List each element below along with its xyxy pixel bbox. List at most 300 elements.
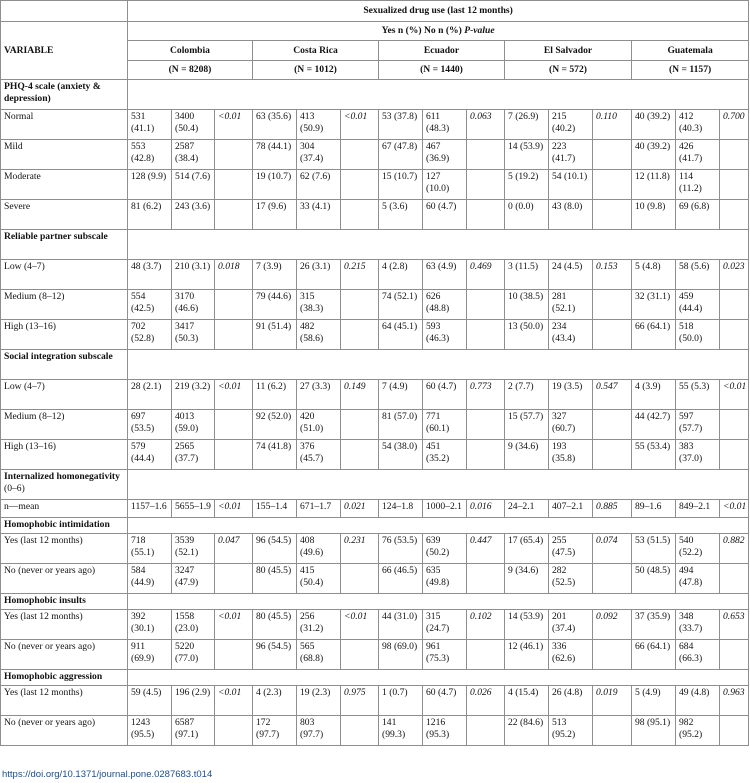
value-cell: 415 (50.4) bbox=[297, 564, 341, 594]
row-label: Mild bbox=[1, 140, 128, 170]
value-cell: 336 (62.6) bbox=[549, 640, 593, 670]
p-value-cell bbox=[215, 640, 253, 670]
value-cell: 5 (4.9) bbox=[632, 686, 676, 716]
value-cell: 5655–1.9 bbox=[172, 500, 215, 518]
row-label: Low (4–7) bbox=[1, 380, 128, 410]
table-row bbox=[1, 110, 749, 140]
section-filler bbox=[128, 670, 749, 686]
value-cell: 32 (31.1) bbox=[632, 290, 676, 320]
p-value-cell bbox=[467, 140, 505, 170]
header-country-n: (N = 8208) bbox=[128, 61, 253, 80]
value-cell: 256 (31.2) bbox=[297, 610, 341, 640]
value-cell: 234 (43.4) bbox=[549, 320, 593, 350]
value-cell: 4 (15.4) bbox=[505, 686, 549, 716]
section-filler bbox=[128, 470, 749, 500]
p-value-cell: 0.092 bbox=[593, 610, 632, 640]
row-label: Yes (last 12 months) bbox=[1, 686, 128, 716]
section-title bbox=[1, 594, 128, 610]
p-value-cell: 0.063 bbox=[467, 110, 505, 140]
value-cell: 639 (50.2) bbox=[423, 534, 467, 564]
p-value-cell bbox=[341, 140, 379, 170]
section-title-text: Homophobic insults bbox=[4, 595, 86, 606]
p-value-cell: 0.700 bbox=[720, 110, 749, 140]
p-value-cell bbox=[720, 640, 749, 670]
value-cell: 684 (66.3) bbox=[676, 640, 720, 670]
row-label: Yes (last 12 months) bbox=[1, 534, 128, 564]
p-value-cell: 0.447 bbox=[467, 534, 505, 564]
row-label: Medium (8–12) bbox=[1, 290, 128, 320]
section-title bbox=[1, 350, 128, 380]
section-row bbox=[1, 518, 749, 534]
p-value-cell bbox=[593, 140, 632, 170]
value-cell: 327 (60.7) bbox=[549, 410, 593, 440]
value-cell: 91 (51.4) bbox=[253, 320, 297, 350]
p-value-cell bbox=[720, 410, 749, 440]
header-country: Ecuador bbox=[379, 41, 505, 61]
value-cell: 127 (10.0) bbox=[423, 170, 467, 200]
value-cell: 12 (46.1) bbox=[505, 640, 549, 670]
value-cell: 3170 (46.6) bbox=[172, 290, 215, 320]
p-value-cell bbox=[341, 320, 379, 350]
value-cell: 19 (3.5) bbox=[549, 380, 593, 410]
p-value-cell bbox=[593, 170, 632, 200]
value-cell: 69 (6.8) bbox=[676, 200, 720, 230]
row-label: Normal bbox=[1, 110, 128, 140]
header-legend bbox=[128, 22, 749, 41]
value-cell: 383 (37.0) bbox=[676, 440, 720, 470]
value-cell: 671–1.7 bbox=[297, 500, 341, 518]
value-cell: 413 (50.9) bbox=[297, 110, 341, 140]
section-filler bbox=[128, 518, 749, 534]
p-value-cell bbox=[215, 290, 253, 320]
row-label: n—mean bbox=[1, 500, 128, 518]
value-cell: 408 (49.6) bbox=[297, 534, 341, 564]
value-cell: 482 (58.6) bbox=[297, 320, 341, 350]
value-cell: 13 (50.0) bbox=[505, 320, 549, 350]
value-cell: 392 (30.1) bbox=[128, 610, 172, 640]
value-cell: 50 (48.5) bbox=[632, 564, 676, 594]
value-cell: 74 (52.1) bbox=[379, 290, 423, 320]
value-cell: 201 (37.4) bbox=[549, 610, 593, 640]
value-cell: 584 (44.9) bbox=[128, 564, 172, 594]
value-cell: 66 (64.1) bbox=[632, 640, 676, 670]
table-row bbox=[1, 716, 749, 746]
value-cell: 771 (60.1) bbox=[423, 410, 467, 440]
p-value-cell bbox=[215, 564, 253, 594]
header-row-legend bbox=[1, 22, 749, 41]
section-title bbox=[1, 518, 128, 534]
header-country: El Salvador bbox=[505, 41, 632, 61]
value-cell: 63 (35.6) bbox=[253, 110, 297, 140]
p-value-cell: <0.01 bbox=[215, 610, 253, 640]
value-cell: 44 (31.0) bbox=[379, 610, 423, 640]
value-cell: 9 (34.6) bbox=[505, 440, 549, 470]
section-row bbox=[1, 230, 749, 260]
value-cell: 697 (53.5) bbox=[128, 410, 172, 440]
p-value-cell: 0.653 bbox=[720, 610, 749, 640]
value-cell: 37 (35.9) bbox=[632, 610, 676, 640]
value-cell: 4 (2.3) bbox=[253, 686, 297, 716]
table-row bbox=[1, 200, 749, 230]
p-value-cell: 0.231 bbox=[341, 534, 379, 564]
value-cell: 518 (50.0) bbox=[676, 320, 720, 350]
value-cell: 611 (48.3) bbox=[423, 110, 467, 140]
p-value-cell: <0.01 bbox=[215, 380, 253, 410]
value-cell: 4 (2.8) bbox=[379, 260, 423, 290]
row-label: Medium (8–12) bbox=[1, 410, 128, 440]
p-value-cell bbox=[593, 200, 632, 230]
p-value-cell: 0.149 bbox=[341, 380, 379, 410]
value-cell: 803 (97.7) bbox=[297, 716, 341, 746]
p-value-cell bbox=[341, 440, 379, 470]
p-value-cell: 0.023 bbox=[720, 260, 749, 290]
value-cell: 315 (24.7) bbox=[423, 610, 467, 640]
p-value-cell bbox=[720, 170, 749, 200]
value-cell: 0 (0.0) bbox=[505, 200, 549, 230]
header-legend-plain: Yes n (%) No n (%) bbox=[381, 25, 465, 37]
value-cell: 554 (42.5) bbox=[128, 290, 172, 320]
p-value-cell: 0.021 bbox=[341, 500, 379, 518]
header-blank-cell bbox=[1, 1, 128, 22]
value-cell: 98 (69.0) bbox=[379, 640, 423, 670]
value-cell: 243 (3.6) bbox=[172, 200, 215, 230]
p-value-cell bbox=[720, 716, 749, 746]
value-cell: 7 (3.9) bbox=[253, 260, 297, 290]
value-cell: 74 (41.8) bbox=[253, 440, 297, 470]
p-value-cell bbox=[593, 564, 632, 594]
row-label: Severe bbox=[1, 200, 128, 230]
doi-link[interactable]: https://doi.org/10.1371/journal.pone.0287683.t014 bbox=[2, 769, 213, 780]
p-value-cell bbox=[215, 320, 253, 350]
value-cell: 2 (7.7) bbox=[505, 380, 549, 410]
value-cell: 17 (65.4) bbox=[505, 534, 549, 564]
value-cell: 55 (53.4) bbox=[632, 440, 676, 470]
section-row bbox=[1, 80, 749, 110]
table-row bbox=[1, 410, 749, 440]
value-cell: 14 (53.9) bbox=[505, 140, 549, 170]
section-title bbox=[1, 80, 128, 110]
table-row bbox=[1, 170, 749, 200]
value-cell: 11 (6.2) bbox=[253, 380, 297, 410]
section-title-text: Internalized homonegativity bbox=[4, 471, 120, 482]
value-cell: 64 (45.1) bbox=[379, 320, 423, 350]
value-cell: 3400 (50.4) bbox=[172, 110, 215, 140]
value-cell: 451 (35.2) bbox=[423, 440, 467, 470]
p-value-cell bbox=[593, 440, 632, 470]
section-filler bbox=[128, 350, 749, 380]
value-cell: 223 (41.7) bbox=[549, 140, 593, 170]
value-cell: 531 (41.1) bbox=[128, 110, 172, 140]
p-value-cell: <0.01 bbox=[720, 500, 749, 518]
p-value-cell bbox=[215, 170, 253, 200]
section-title-text: PHQ-4 scale (anxiety & depression) bbox=[4, 81, 101, 104]
header-super-title: Sexualized drug use (last 12 months) bbox=[128, 1, 749, 22]
table-row bbox=[1, 564, 749, 594]
value-cell: 19 (2.3) bbox=[297, 686, 341, 716]
p-value-cell bbox=[467, 716, 505, 746]
header-row-super bbox=[1, 1, 749, 22]
p-value-cell bbox=[215, 440, 253, 470]
table-row bbox=[1, 440, 749, 470]
p-value-cell bbox=[215, 200, 253, 230]
value-cell: 426 (41.7) bbox=[676, 140, 720, 170]
value-cell: 1157–1.6 bbox=[128, 500, 172, 518]
row-label: High (13–16) bbox=[1, 440, 128, 470]
p-value-cell: 0.016 bbox=[467, 500, 505, 518]
section-title-text: Reliable partner subscale bbox=[4, 231, 108, 242]
p-value-cell bbox=[341, 640, 379, 670]
p-value-cell bbox=[341, 716, 379, 746]
value-cell: 7 (26.9) bbox=[505, 110, 549, 140]
p-value-cell: 0.547 bbox=[593, 380, 632, 410]
value-cell: 1243 (95.5) bbox=[128, 716, 172, 746]
value-cell: 282 (52.5) bbox=[549, 564, 593, 594]
value-cell: 26 (3.1) bbox=[297, 260, 341, 290]
table-row bbox=[1, 500, 749, 518]
p-value-cell bbox=[467, 170, 505, 200]
p-value-cell: 0.773 bbox=[467, 380, 505, 410]
value-cell: 24–2.1 bbox=[505, 500, 549, 518]
value-cell: 304 (37.4) bbox=[297, 140, 341, 170]
value-cell: 982 (95.2) bbox=[676, 716, 720, 746]
section-row bbox=[1, 670, 749, 686]
row-label: Yes (last 12 months) bbox=[1, 610, 128, 640]
header-country: Colombia bbox=[128, 41, 253, 61]
value-cell: 635 (49.8) bbox=[423, 564, 467, 594]
value-cell: 597 (57.7) bbox=[676, 410, 720, 440]
p-value-cell: <0.01 bbox=[215, 500, 253, 518]
value-cell: 593 (46.3) bbox=[423, 320, 467, 350]
value-cell: 114 (11.2) bbox=[676, 170, 720, 200]
value-cell: 1000–2.1 bbox=[423, 500, 467, 518]
value-cell: 219 (3.2) bbox=[172, 380, 215, 410]
value-cell: 5 (19.2) bbox=[505, 170, 549, 200]
value-cell: 79 (44.6) bbox=[253, 290, 297, 320]
header-country-n: (N = 1157) bbox=[632, 61, 749, 80]
p-value-cell bbox=[467, 410, 505, 440]
value-cell: 40 (39.2) bbox=[632, 110, 676, 140]
p-value-cell bbox=[341, 290, 379, 320]
table-row bbox=[1, 380, 749, 410]
section-row bbox=[1, 350, 749, 380]
value-cell: 540 (52.2) bbox=[676, 534, 720, 564]
p-value-cell bbox=[720, 200, 749, 230]
value-cell: 718 (55.1) bbox=[128, 534, 172, 564]
section-row bbox=[1, 470, 749, 500]
value-cell: 193 (35.8) bbox=[549, 440, 593, 470]
value-cell: 80 (45.5) bbox=[253, 564, 297, 594]
value-cell: 62 (7.6) bbox=[297, 170, 341, 200]
value-cell: 96 (54.5) bbox=[253, 534, 297, 564]
value-cell: 210 (3.1) bbox=[172, 260, 215, 290]
value-cell: 215 (40.2) bbox=[549, 110, 593, 140]
p-value-cell bbox=[593, 716, 632, 746]
value-cell: 849–2.1 bbox=[676, 500, 720, 518]
value-cell: 27 (3.3) bbox=[297, 380, 341, 410]
header-country: Costa Rica bbox=[253, 41, 379, 61]
value-cell: 10 (38.5) bbox=[505, 290, 549, 320]
row-label: No (never or years ago) bbox=[1, 564, 128, 594]
value-cell: 459 (44.4) bbox=[676, 290, 720, 320]
value-cell: 63 (4.9) bbox=[423, 260, 467, 290]
table-row bbox=[1, 686, 749, 716]
value-cell: 55 (5.3) bbox=[676, 380, 720, 410]
p-value-cell: 0.074 bbox=[593, 534, 632, 564]
p-value-cell: 0.026 bbox=[467, 686, 505, 716]
value-cell: 911 (69.9) bbox=[128, 640, 172, 670]
p-value-cell bbox=[215, 410, 253, 440]
value-cell: 467 (36.9) bbox=[423, 140, 467, 170]
table-row bbox=[1, 534, 749, 564]
value-cell: 6587 (97.1) bbox=[172, 716, 215, 746]
p-value-cell bbox=[720, 290, 749, 320]
p-value-cell bbox=[341, 200, 379, 230]
value-cell: 2587 (38.4) bbox=[172, 140, 215, 170]
header-legend-pvalue: P-value bbox=[464, 25, 495, 37]
value-cell: 255 (47.5) bbox=[549, 534, 593, 564]
section-title-suffix: (0–6) bbox=[4, 482, 25, 494]
value-cell: 565 (68.8) bbox=[297, 640, 341, 670]
value-cell: 124–1.8 bbox=[379, 500, 423, 518]
section-title-text: Homophobic aggression bbox=[4, 671, 103, 682]
section-title-text: Social integration subscale bbox=[4, 351, 113, 362]
p-value-cell bbox=[467, 200, 505, 230]
p-value-cell bbox=[215, 140, 253, 170]
p-value-cell bbox=[720, 564, 749, 594]
p-value-cell: 0.963 bbox=[720, 686, 749, 716]
value-cell: 53 (51.5) bbox=[632, 534, 676, 564]
value-cell: 54 (38.0) bbox=[379, 440, 423, 470]
value-cell: 961 (75.3) bbox=[423, 640, 467, 670]
value-cell: 348 (33.7) bbox=[676, 610, 720, 640]
p-value-cell: 0.885 bbox=[593, 500, 632, 518]
value-cell: 19 (10.7) bbox=[253, 170, 297, 200]
p-value-cell bbox=[467, 290, 505, 320]
value-cell: 9 (34.6) bbox=[505, 564, 549, 594]
value-cell: 1216 (95.3) bbox=[423, 716, 467, 746]
table-row bbox=[1, 140, 749, 170]
value-cell: 141 (99.3) bbox=[379, 716, 423, 746]
p-value-cell: 0.975 bbox=[341, 686, 379, 716]
p-value-cell bbox=[593, 320, 632, 350]
header-country-n: (N = 572) bbox=[505, 61, 632, 80]
p-value-cell bbox=[467, 640, 505, 670]
value-cell: 96 (54.5) bbox=[253, 640, 297, 670]
value-cell: 58 (5.6) bbox=[676, 260, 720, 290]
value-cell: 92 (52.0) bbox=[253, 410, 297, 440]
value-cell: 66 (46.5) bbox=[379, 564, 423, 594]
p-value-cell bbox=[341, 410, 379, 440]
value-cell: 28 (2.1) bbox=[128, 380, 172, 410]
value-cell: 60 (4.7) bbox=[423, 686, 467, 716]
value-cell: 5 (4.8) bbox=[632, 260, 676, 290]
value-cell: 3 (11.5) bbox=[505, 260, 549, 290]
p-value-cell bbox=[720, 320, 749, 350]
p-value-cell: <0.01 bbox=[341, 110, 379, 140]
table-row bbox=[1, 320, 749, 350]
value-cell: 5220 (77.0) bbox=[172, 640, 215, 670]
value-cell: 89–1.6 bbox=[632, 500, 676, 518]
value-cell: 407–2.1 bbox=[549, 500, 593, 518]
p-value-cell bbox=[215, 716, 253, 746]
section-filler bbox=[128, 594, 749, 610]
row-label: Low (4–7) bbox=[1, 260, 128, 290]
value-cell: 59 (4.5) bbox=[128, 686, 172, 716]
value-cell: 579 (44.4) bbox=[128, 440, 172, 470]
value-cell: 553 (42.8) bbox=[128, 140, 172, 170]
p-value-cell bbox=[341, 170, 379, 200]
value-cell: 49 (4.8) bbox=[676, 686, 720, 716]
value-cell: 494 (47.8) bbox=[676, 564, 720, 594]
value-cell: 60 (4.7) bbox=[423, 380, 467, 410]
p-value-cell bbox=[720, 140, 749, 170]
p-value-cell bbox=[593, 290, 632, 320]
value-cell: 15 (57.7) bbox=[505, 410, 549, 440]
value-cell: 514 (7.6) bbox=[172, 170, 215, 200]
value-cell: 48 (3.7) bbox=[128, 260, 172, 290]
p-value-cell bbox=[467, 564, 505, 594]
value-cell: 66 (64.1) bbox=[632, 320, 676, 350]
value-cell: 4 (3.9) bbox=[632, 380, 676, 410]
value-cell: 98 (95.1) bbox=[632, 716, 676, 746]
value-cell: 5 (3.6) bbox=[379, 200, 423, 230]
p-value-cell bbox=[720, 440, 749, 470]
p-value-cell: 0.153 bbox=[593, 260, 632, 290]
value-cell: 376 (45.7) bbox=[297, 440, 341, 470]
value-cell: 81 (57.0) bbox=[379, 410, 423, 440]
value-cell: 3417 (50.3) bbox=[172, 320, 215, 350]
table-row bbox=[1, 640, 749, 670]
value-cell: 44 (42.7) bbox=[632, 410, 676, 440]
value-cell: 76 (53.5) bbox=[379, 534, 423, 564]
header-country: Guatemala bbox=[632, 41, 749, 61]
table-row bbox=[1, 610, 749, 640]
p-value-cell bbox=[467, 320, 505, 350]
value-cell: 155–1.4 bbox=[253, 500, 297, 518]
value-cell: 24 (4.5) bbox=[549, 260, 593, 290]
value-cell: 26 (4.8) bbox=[549, 686, 593, 716]
p-value-cell: 0.882 bbox=[720, 534, 749, 564]
value-cell: 67 (47.8) bbox=[379, 140, 423, 170]
value-cell: 420 (51.0) bbox=[297, 410, 341, 440]
value-cell: 2565 (37.7) bbox=[172, 440, 215, 470]
value-cell: 17 (9.6) bbox=[253, 200, 297, 230]
value-cell: 33 (4.1) bbox=[297, 200, 341, 230]
table-row bbox=[1, 260, 749, 290]
value-cell: 80 (45.5) bbox=[253, 610, 297, 640]
value-cell: 513 (95.2) bbox=[549, 716, 593, 746]
p-value-cell: 0.019 bbox=[593, 686, 632, 716]
p-value-cell: 0.469 bbox=[467, 260, 505, 290]
header-variable: VARIABLE bbox=[1, 22, 128, 80]
value-cell: 14 (53.9) bbox=[505, 610, 549, 640]
p-value-cell: 0.047 bbox=[215, 534, 253, 564]
value-cell: 43 (8.0) bbox=[549, 200, 593, 230]
section-title-text: Homophobic intimidation bbox=[4, 519, 110, 530]
value-cell: 1558 (23.0) bbox=[172, 610, 215, 640]
p-value-cell: <0.01 bbox=[215, 686, 253, 716]
value-cell: 281 (52.1) bbox=[549, 290, 593, 320]
value-cell: 10 (9.8) bbox=[632, 200, 676, 230]
value-cell: 4013 (59.0) bbox=[172, 410, 215, 440]
section-filler bbox=[128, 230, 749, 260]
value-cell: 53 (37.8) bbox=[379, 110, 423, 140]
row-label: No (never or years ago) bbox=[1, 716, 128, 746]
value-cell: 54 (10.1) bbox=[549, 170, 593, 200]
section-row bbox=[1, 594, 749, 610]
header-country-n: (N = 1440) bbox=[379, 61, 505, 80]
p-value-cell: <0.01 bbox=[720, 380, 749, 410]
